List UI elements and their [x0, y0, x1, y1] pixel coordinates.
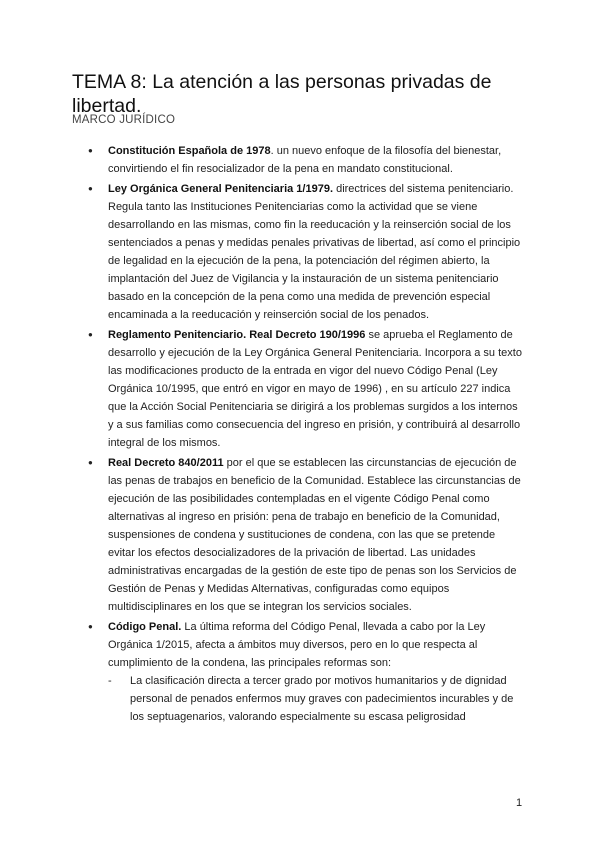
sub-list-item: - La clasificación directa a tercer grado por motivos humanitarios y de dignidad personal de penados enfermos muy graves con padecimientos incurables y de los septuagenarios, valorando especialmente su escasa peligrosidad: [130, 672, 524, 726]
legal-framework-list: [108, 142, 524, 728]
item-text: directrices del sistema penitenciario. Regula tanto las Instituciones Penitenciarias como la actividad que se viene desarrollando en las mismas, como fin la reeducación y la reinserción social de los sentenciados a penas y medidas penales privativas de libertad, así como el principio de legalidad en la ejecución de la pena, la potenciación del régimen abierto, la implantación del Juez de Vigilancia y la instauración de un sistema penitenciario basado en la concepción de la pena como una medida de prevención especial encaminada a la reeducación y reinserción social de los penados.: [108, 183, 521, 321]
item-text: . un nuevo enfoque de la filosofía del bienestar, convirtiendo el fin resocializador de la pena en mandato constitucional.: [108, 145, 502, 175]
item-bold-title: Ley Orgánica General Penitenciaria 1/1979.: [108, 183, 334, 195]
sub-list: [108, 672, 524, 726]
item-text: La última reforma del Código Penal, llevada a cabo por la Ley Orgánica 1/2015, afecta a ámbitos muy diversos, pero en lo que respecta al cumplimiento de la condena, las principales reformas son:: [108, 621, 486, 669]
item-text: por el que se establecen las circunstancias de ejecución de las penas de trabajos en beneficio de la Comunidad. Establece las circunstancias de ejecución de las posibilidades contempladas en el vigente Código Penal como alternativas al ingreso en prisión: pena de trabajo en beneficio de la Comunidad, suspensiones de condena y sustituciones de condena, con las que se pretende evitar los efectos desocializadores de la privación de libertad. Las unidades administrativas encargadas de la gestión de este tipo de penas son los Servicios de Gestión de Penas y Medidas Alternativas, configuradas como equipos multidisciplinares en los que se integran los servicios sociales.: [108, 457, 521, 613]
document-title: TEMA 8: La atención a las personas privadas de libertad.: [72, 71, 492, 117]
list-item: [108, 454, 524, 616]
list-item: [108, 326, 524, 452]
item-bold-title: Reglamento Penitenciario. Real Decreto 190/1996: [108, 329, 366, 341]
section-heading: MARCO JURÍDICO: [72, 114, 176, 126]
item-bold-title: Constitución Española de 1978: [108, 145, 271, 157]
item-bold-title: Código Penal.: [108, 621, 182, 633]
list-item: [108, 180, 524, 324]
item-bold-title: Real Decreto 840/2011: [108, 457, 224, 469]
item-text: se aprueba el Reglamento de desarrollo y ejecución de la Ley Orgánica General Penitenciaria. Incorpora a su texto las modificaciones producto de la entrada en vigor del nuevo Código Penal (Ley Orgánica 10/1995, que entró en vigor en mayo de 1996) , en su artículo 227 indica que la Acción Social Penitenciaria se dirigirá a los problemas surgidos a los internos y a sus familias como consecuencia del ingreso en prisión, y contribuirá al desarrollo integral de los mismos.: [108, 329, 522, 449]
list-item: [108, 618, 524, 726]
list-item: [108, 142, 524, 178]
page-number: 1: [516, 797, 523, 809]
